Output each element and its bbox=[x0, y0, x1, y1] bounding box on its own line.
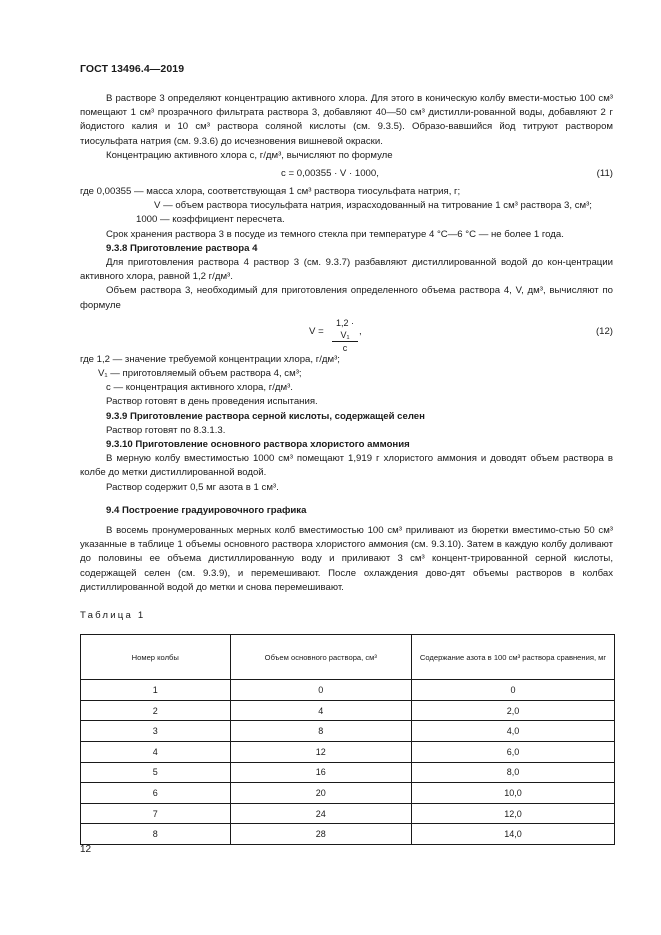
definition-line: c — концентрация активного хлора, г/дм³. bbox=[106, 382, 293, 394]
paragraph: Раствор готовят в день проведения испытания. bbox=[106, 396, 318, 408]
formula-fraction bbox=[332, 317, 358, 354]
table-cell: 6 bbox=[81, 783, 231, 804]
table-cell: 1 bbox=[81, 680, 231, 701]
formula-11 bbox=[80, 163, 613, 185]
table-cell: 10,0 bbox=[412, 783, 615, 804]
table-row bbox=[81, 721, 615, 742]
paragraph: В мерную колбу вместимостью 1000 см³ помещают 1,919 г хлористого аммония и доводят объем раствора в колбе до метки дистиллированной водой. bbox=[80, 453, 613, 479]
table-caption: Таблица 1 bbox=[80, 610, 146, 622]
table-cell: 12,0 bbox=[412, 803, 615, 824]
paragraph: Раствор готовят по 8.3.1.3. bbox=[106, 424, 226, 436]
table-cell: 2,0 bbox=[412, 700, 615, 721]
table-row bbox=[81, 803, 615, 824]
formula-12 bbox=[80, 313, 613, 353]
fraction-numerator: 1,2 · V₁ bbox=[332, 317, 358, 342]
paragraph: В растворе 3 определяют концентрацию активного хлора. Для этого в коническую колбу вмести-мостью 100 см³ помещают 1 см³ прозрачного фильтрата раствора 3, добавляют 40—50 см³ дистилли-рованной воды, добавляют 2 г йодистого калия и 10 см³ раствора соляной кислоты (см. 9.3.5). Образо-вавшийся йод титруют раствором тиосульфата натрия (см. 9.3.6) до исчезновения вишневой окраски. bbox=[80, 93, 613, 147]
table-cell: 28 bbox=[230, 824, 412, 845]
table-cell: 7 bbox=[81, 803, 231, 824]
definition-line: где 0,00355 — масса хлора, соответствующая 1 см³ раствора тиосульфата натрия, г; bbox=[80, 186, 461, 198]
column-header: Номер колбы bbox=[81, 635, 231, 680]
table-cell: 8 bbox=[81, 824, 231, 845]
table-cell: 16 bbox=[230, 762, 412, 783]
table-cell: 24 bbox=[230, 803, 412, 824]
definition-line: V — объем раствора тиосульфата натрия, израсходованный на титрование 1 см³ раствора 3, см³; bbox=[154, 200, 592, 212]
table-row bbox=[81, 680, 615, 701]
table-cell: 20 bbox=[230, 783, 412, 804]
formula-expression: c = 0,00355 · V · 1000, bbox=[281, 168, 379, 180]
fraction-denominator: c bbox=[342, 342, 348, 353]
table-row bbox=[81, 783, 615, 804]
section-heading: 9.3.9 Приготовление раствора серной кислоты, содержащей селен bbox=[106, 410, 425, 422]
table-row bbox=[81, 824, 615, 845]
formula-comma: , bbox=[359, 325, 362, 337]
section-heading: 9.3.8 Приготовление раствора 4 bbox=[106, 242, 258, 254]
formula-lhs: V = bbox=[309, 325, 324, 337]
formula-number: (11) bbox=[596, 168, 613, 180]
table-row bbox=[81, 742, 615, 763]
paragraph: Концентрацию активного хлора c, г/дм³, вычисляют по формуле bbox=[106, 149, 393, 161]
document-header: ГОСТ 13496.4—2019 bbox=[80, 63, 185, 75]
table-cell: 0 bbox=[412, 680, 615, 701]
definition-line: 1000 — коэффициент пересчета. bbox=[136, 214, 285, 226]
paragraph: Раствор содержит 0,5 мг азота в 1 см³. bbox=[106, 481, 279, 493]
table-cell: 5 bbox=[81, 762, 231, 783]
paragraph: В восемь пронумерованных мерных колб вместимостью 100 см³ приливают из бюретки вместимо-стью 50 см³ указанные в таблице 1 объемы основного раствора хлористого аммония (см. 9.3.10). Затем в каждую колбу доливают до половины ее объема дистиллированную воду и приливают 3 см³ концент-трированной серной кислоты, содержащей селен (см. 9.3.9), и перемешивают. После охлаждения дово-дят объемы растворов в колбах дистиллированной водой до метки и снова перемешивают. bbox=[80, 525, 613, 593]
paragraph: Объем раствора 3, необходимый для приготовления определенного объема раствора 4, V, дм³, вычисляют по формуле bbox=[80, 285, 613, 311]
page-number: 12 bbox=[80, 844, 92, 855]
paragraph: Для приготовления раствора 4 раствор 3 (см. 9.3.7) разбавляют дистиллированной водой до кон-центрации активного хлора, равной 1,2 г/дм³. bbox=[80, 257, 613, 283]
table-cell: 2 bbox=[81, 700, 231, 721]
document-body bbox=[80, 92, 613, 845]
paragraph: Срок хранения раствора 3 в посуде из темного стекла при температуре 4 °C—6 °C — не более 1 года. bbox=[106, 228, 564, 240]
table-cell: 14,0 bbox=[412, 824, 615, 845]
table-cell: 4 bbox=[81, 742, 231, 763]
table-cell: 8 bbox=[230, 721, 412, 742]
table-cell: 12 bbox=[230, 742, 412, 763]
column-header: Объем основного раствора, см³ bbox=[230, 635, 412, 680]
table-row bbox=[81, 700, 615, 721]
table-cell: 8,0 bbox=[412, 762, 615, 783]
table-cell: 0 bbox=[230, 680, 412, 701]
table-cell: 3 bbox=[81, 721, 231, 742]
column-header: Содержание азота в 100 см³ раствора сравнения, мг bbox=[412, 635, 615, 680]
table-cell: 4 bbox=[230, 700, 412, 721]
data-table bbox=[80, 634, 615, 845]
table-header-row bbox=[81, 635, 615, 680]
table-row bbox=[81, 762, 615, 783]
section-heading: 9.3.10 Приготовление основного раствора хлористого аммония bbox=[106, 439, 410, 451]
table-cell: 4,0 bbox=[412, 721, 615, 742]
section-heading: 9.4 Построение градуировочного графика bbox=[106, 504, 307, 516]
definition-line: V₁ — приготовляемый объем раствора 4, см³; bbox=[98, 368, 302, 380]
table-cell: 6,0 bbox=[412, 742, 615, 763]
formula-number: (12) bbox=[595, 325, 613, 337]
definition-line: где 1,2 — значение требуемой концентрации хлора, г/дм³; bbox=[80, 353, 340, 365]
